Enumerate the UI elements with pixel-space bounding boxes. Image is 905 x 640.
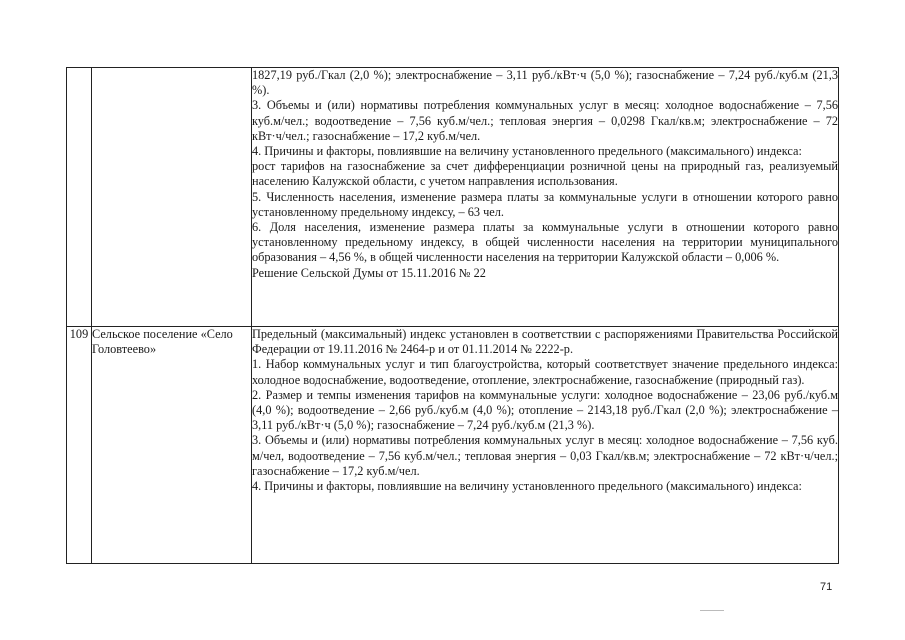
- paragraph: 4. Причины и факторы, повлиявшие на величину установленного предельного (максимального) индекса:: [252, 479, 802, 494]
- page-number: 71: [820, 581, 833, 593]
- paragraph: 4. Причины и факторы, повлиявшие на величину установленного предельного (максимального) индекса:: [252, 144, 802, 159]
- settlement-name-cell: Сельское поселение «Село Головтеево»: [92, 327, 252, 564]
- row-number-cell: [67, 68, 92, 327]
- scan-artifact-line: [700, 610, 724, 611]
- paragraph: 3. Объемы и (или) нормативы потребления коммунальных услуг в месяц: холодное водоснабжение – 7,56 куб.м/чел.; водоотведение – 7,56 куб.м/чел.; тепловая энергия – 0,0298 Гкал/кв.м; электроснабжение – 72 кВт·ч/чел.; газоснабжение – 17,2 куб.м/чел.: [252, 98, 838, 143]
- row-number-cell: 109: [67, 327, 92, 564]
- paragraph: 1827,19 руб./Гкал (2,0 %); электроснабжение – 3,11 руб./кВт·ч (5,0 %); газоснабжение – 7,24 руб./куб.м (21,3 %).: [252, 68, 838, 98]
- row-description-cell: [252, 327, 839, 564]
- row-description-cell: [252, 68, 839, 327]
- paragraph: 5. Численность населения, изменение размера платы за коммунальные услуги в отношении которого равно установленному предельному индексу, – 63 чел.: [252, 189, 838, 219]
- decision-reference: Решение Сельской Думы от 15.11.2016 № 22: [252, 265, 486, 280]
- paragraph: 6. Доля населения, изменение размера платы за коммунальные услуги в отношении которого равно установленному предельному индексу, в общей численности населения на территории муниципального образования – 4,56 %, в общей численности населения на территории Калужской области – 0,006 %.: [252, 220, 838, 265]
- tariff-index-table: [66, 67, 839, 564]
- table-row: [67, 327, 839, 564]
- paragraph: 3. Объемы и (или) нормативы потребления коммунальных услуг в месяц: холодное водоснабжение – 7,56 куб. м/чел, водоотведение – 7,56 куб.м/чел.; тепловая энергия – 0,03 Гкал/кв.м; электроснабжение – 72 кВт·ч/чел.; газоснабжение – 17,2 куб.м/чел.: [252, 433, 838, 478]
- paragraph: 1. Набор коммунальных услуг и тип благоустройства, который соответствует значение предельного индекса: холодное водоснабжение, водоотведение, отопление, электроснабжение, газоснабжение (природный газ).: [252, 357, 838, 387]
- paragraph: Предельный (максимальный) индекс установлен в соответствии с распоряжениями Правительства Российской Федерации от 19.11.2016 № 2464-р и от 01.11.2014 № 2222-р.: [252, 327, 838, 357]
- table-row: [67, 68, 839, 327]
- paragraph: рост тарифов на газоснабжение за счет дифференциации розничной цены на природный газ, реализуемый населению Калужской области, с учетом направления использования.: [252, 159, 838, 189]
- settlement-name-cell: [92, 68, 252, 327]
- paragraph: 2. Размер и темпы изменения тарифов на коммунальные услуги: холодное водоснабжение – 23,06 руб./куб.м (4,0 %); водоотведение – 2,66 руб./куб.м (4,0 %); отопление – 2143,18 руб./Гкал (2,0 %); электроснабжение – 3,11 руб./кВт·ч (5,0 %); газоснабжение – 7,24 руб./куб.м (21,3 %).: [252, 387, 838, 433]
